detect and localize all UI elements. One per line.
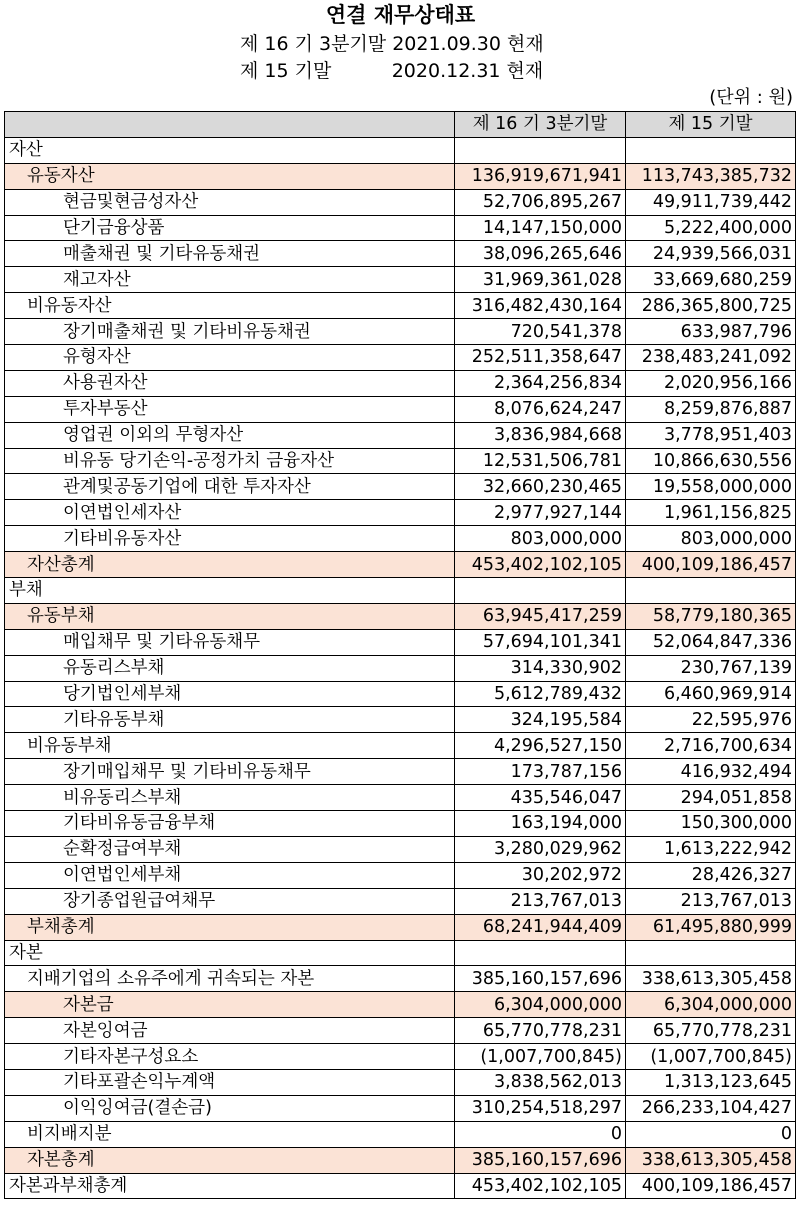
row-value-current: 324,195,584 (455, 707, 626, 733)
row-value-prior: 49,911,739,442 (626, 189, 796, 215)
row-value-current: 0 (455, 1121, 626, 1147)
row-value-prior: 338,613,305,458 (626, 966, 796, 992)
row-value-prior: 1,961,156,825 (626, 500, 796, 526)
row-value-prior: (1,007,700,845) (626, 1044, 796, 1070)
row-value-prior: 6,460,969,914 (626, 681, 796, 707)
row-value-prior: 400,109,186,457 (626, 552, 796, 578)
row-value-prior: 19,558,000,000 (626, 474, 796, 500)
table-row (5, 1069, 796, 1095)
header-item (5, 112, 455, 138)
row-label: 순확정급여부채 (5, 836, 455, 862)
table-row (5, 940, 796, 966)
row-value-prior: 633,987,796 (626, 319, 796, 345)
row-label: 재고자산 (5, 267, 455, 293)
row-label: 자본금 (5, 992, 455, 1018)
table-row (5, 966, 796, 992)
row-value-prior: 52,064,847,336 (626, 629, 796, 655)
row-value-current: 453,402,102,105 (455, 1173, 626, 1199)
header-current-period: 제 16 기 3분기말 (455, 112, 626, 138)
row-value-current: 68,241,944,409 (455, 914, 626, 940)
row-value-prior: 58,779,180,365 (626, 603, 796, 629)
row-value-prior: 230,767,139 (626, 655, 796, 681)
row-value-current: 136,919,671,941 (455, 163, 626, 189)
row-value-current: 803,000,000 (455, 526, 626, 552)
row-value-prior: 65,770,778,231 (626, 1018, 796, 1044)
table-row (5, 811, 796, 837)
row-value-prior: 803,000,000 (626, 526, 796, 552)
row-label: 부채 (5, 578, 455, 604)
table-row (5, 396, 796, 422)
row-value-current: 720,541,378 (455, 319, 626, 345)
row-value-current: 38,096,265,646 (455, 241, 626, 267)
row-value-current: 385,160,157,696 (455, 1147, 626, 1173)
row-label: 자산총계 (5, 552, 455, 578)
row-value-prior: 22,595,976 (626, 707, 796, 733)
current-period-label: 제 16 기 3분기말 2021.09.30 현재 (240, 33, 544, 55)
row-value-current: 435,546,047 (455, 785, 626, 811)
table-row (5, 1018, 796, 1044)
row-label: 유동자산 (5, 163, 455, 189)
row-value-current (455, 578, 626, 604)
row-value-current: 252,511,358,647 (455, 345, 626, 371)
row-label: 유동리스부채 (5, 655, 455, 681)
row-value-current: 30,202,972 (455, 862, 626, 888)
table-row (5, 629, 796, 655)
row-value-current (455, 940, 626, 966)
row-value-current: 63,945,417,259 (455, 603, 626, 629)
table-row (5, 500, 796, 526)
row-value-current: 2,364,256,834 (455, 370, 626, 396)
row-label: 자본과부채총계 (5, 1173, 455, 1199)
row-label: 유동부채 (5, 603, 455, 629)
row-label: 장기매출채권 및 기타비유동채권 (5, 319, 455, 345)
row-value-prior: 3,778,951,403 (626, 422, 796, 448)
table-row (5, 293, 796, 319)
row-label: 기타비유동자산 (5, 526, 455, 552)
header-prior-period: 제 15 기말 (626, 112, 796, 138)
table-row (5, 1173, 796, 1199)
table-row (5, 215, 796, 241)
document-title: 연결 재무상태표 (325, 3, 476, 27)
row-label: 장기매입채무 및 기타비유동채무 (5, 759, 455, 785)
row-label: 기타유동부채 (5, 707, 455, 733)
row-label: 단기금융상품 (5, 215, 455, 241)
row-value-current: 31,969,361,028 (455, 267, 626, 293)
table-row (5, 578, 796, 604)
row-label: 부채총계 (5, 914, 455, 940)
row-value-current: 314,330,902 (455, 655, 626, 681)
row-label: 당기법인세부채 (5, 681, 455, 707)
row-label: 자산 (5, 137, 455, 163)
unit-label: (단위 : 원) (709, 87, 793, 108)
row-value-current: 310,254,518,297 (455, 1095, 626, 1121)
row-label: 자본총계 (5, 1147, 455, 1173)
row-label: 이연법인세자산 (5, 500, 455, 526)
row-value-prior: 416,932,494 (626, 759, 796, 785)
row-value-current: (1,007,700,845) (455, 1044, 626, 1070)
row-value-prior: 286,365,800,725 (626, 293, 796, 319)
row-value-current (455, 137, 626, 163)
row-label: 매출채권 및 기타유동채권 (5, 241, 455, 267)
table-row (5, 681, 796, 707)
row-value-prior: 61,495,880,999 (626, 914, 796, 940)
row-value-prior: 8,259,876,887 (626, 396, 796, 422)
row-label: 비유동 당기손익-공정가치 금융자산 (5, 448, 455, 474)
row-value-current: 57,694,101,341 (455, 629, 626, 655)
row-value-prior: 266,233,104,427 (626, 1095, 796, 1121)
table-row (5, 862, 796, 888)
row-label: 영업권 이외의 무형자산 (5, 422, 455, 448)
row-value-current: 453,402,102,105 (455, 552, 626, 578)
row-label: 지배기업의 소유주에게 귀속되는 자본 (5, 966, 455, 992)
table-row (5, 137, 796, 163)
row-label: 기타자본구성요소 (5, 1044, 455, 1070)
row-value-current: 52,706,895,267 (455, 189, 626, 215)
table-body (5, 137, 796, 1199)
row-value-prior (626, 940, 796, 966)
row-label: 비유동부채 (5, 733, 455, 759)
table-row (5, 914, 796, 940)
row-label: 기타비유동금융부채 (5, 811, 455, 837)
row-value-current: 3,838,562,013 (455, 1069, 626, 1095)
row-value-current: 12,531,506,781 (455, 448, 626, 474)
table-row (5, 1147, 796, 1173)
table-row (5, 552, 796, 578)
row-value-prior: 294,051,858 (626, 785, 796, 811)
row-value-current: 173,787,156 (455, 759, 626, 785)
table-row (5, 267, 796, 293)
table-row (5, 370, 796, 396)
table-header-row (5, 112, 796, 138)
row-value-current: 14,147,150,000 (455, 215, 626, 241)
row-value-prior: 213,767,013 (626, 888, 796, 914)
row-value-prior: 113,743,385,732 (626, 163, 796, 189)
table-row (5, 345, 796, 371)
row-value-current: 213,767,013 (455, 888, 626, 914)
table-row (5, 1121, 796, 1147)
table-row (5, 888, 796, 914)
row-value-prior: 28,426,327 (626, 862, 796, 888)
table-row (5, 759, 796, 785)
row-value-current: 316,482,430,164 (455, 293, 626, 319)
row-value-prior: 338,613,305,458 (626, 1147, 796, 1173)
row-label: 현금및현금성자산 (5, 189, 455, 215)
row-label: 유형자산 (5, 345, 455, 371)
row-value-current: 65,770,778,231 (455, 1018, 626, 1044)
row-value-prior: 33,669,680,259 (626, 267, 796, 293)
table-row (5, 603, 796, 629)
table-row (5, 241, 796, 267)
table-row (5, 1095, 796, 1121)
table-row (5, 189, 796, 215)
row-value-prior: 10,866,630,556 (626, 448, 796, 474)
table-row (5, 1044, 796, 1070)
row-label: 이연법인세부채 (5, 862, 455, 888)
row-value-current: 6,304,000,000 (455, 992, 626, 1018)
row-label: 자본 (5, 940, 455, 966)
table-row (5, 422, 796, 448)
row-value-current: 4,296,527,150 (455, 733, 626, 759)
row-value-prior: 0 (626, 1121, 796, 1147)
row-value-prior: 1,613,222,942 (626, 836, 796, 862)
row-value-prior: 24,939,566,031 (626, 241, 796, 267)
table-row (5, 836, 796, 862)
row-value-current: 2,977,927,144 (455, 500, 626, 526)
row-label: 장기종업원급여채무 (5, 888, 455, 914)
row-value-prior: 5,222,400,000 (626, 215, 796, 241)
row-value-current: 5,612,789,432 (455, 681, 626, 707)
row-label: 비지배지분 (5, 1121, 455, 1147)
row-value-prior: 2,716,700,634 (626, 733, 796, 759)
row-label: 기타포괄손익누계액 (5, 1069, 455, 1095)
row-value-current: 8,076,624,247 (455, 396, 626, 422)
table-row (5, 319, 796, 345)
row-value-prior: 400,109,186,457 (626, 1173, 796, 1199)
row-label: 투자부동산 (5, 396, 455, 422)
row-value-prior: 238,483,241,092 (626, 345, 796, 371)
row-label: 비유동자산 (5, 293, 455, 319)
row-label: 비유동리스부채 (5, 785, 455, 811)
table-row (5, 733, 796, 759)
row-value-prior (626, 137, 796, 163)
row-label: 자본잉여금 (5, 1018, 455, 1044)
row-value-prior: 2,020,956,166 (626, 370, 796, 396)
row-value-prior: 6,304,000,000 (626, 992, 796, 1018)
row-label: 매입채무 및 기타유동채무 (5, 629, 455, 655)
row-value-current: 3,280,029,962 (455, 836, 626, 862)
table-row (5, 448, 796, 474)
table-row (5, 655, 796, 681)
row-label: 이익잉여금(결손금) (5, 1095, 455, 1121)
row-value-prior (626, 578, 796, 604)
row-value-current: 3,836,984,668 (455, 422, 626, 448)
table-row (5, 163, 796, 189)
row-label: 사용권자산 (5, 370, 455, 396)
table-row (5, 526, 796, 552)
row-value-current: 163,194,000 (455, 811, 626, 837)
row-value-prior: 150,300,000 (626, 811, 796, 837)
row-label: 관계및공동기업에 대한 투자자산 (5, 474, 455, 500)
balance-sheet-table (4, 111, 796, 1199)
table-row (5, 707, 796, 733)
row-value-current: 32,660,230,465 (455, 474, 626, 500)
table-row (5, 992, 796, 1018)
table-row (5, 785, 796, 811)
row-value-prior: 1,313,123,645 (626, 1069, 796, 1095)
row-value-current: 385,160,157,696 (455, 966, 626, 992)
prior-period-label: 제 15 기말 2020.12.31 현재 (240, 60, 544, 82)
table-row (5, 474, 796, 500)
